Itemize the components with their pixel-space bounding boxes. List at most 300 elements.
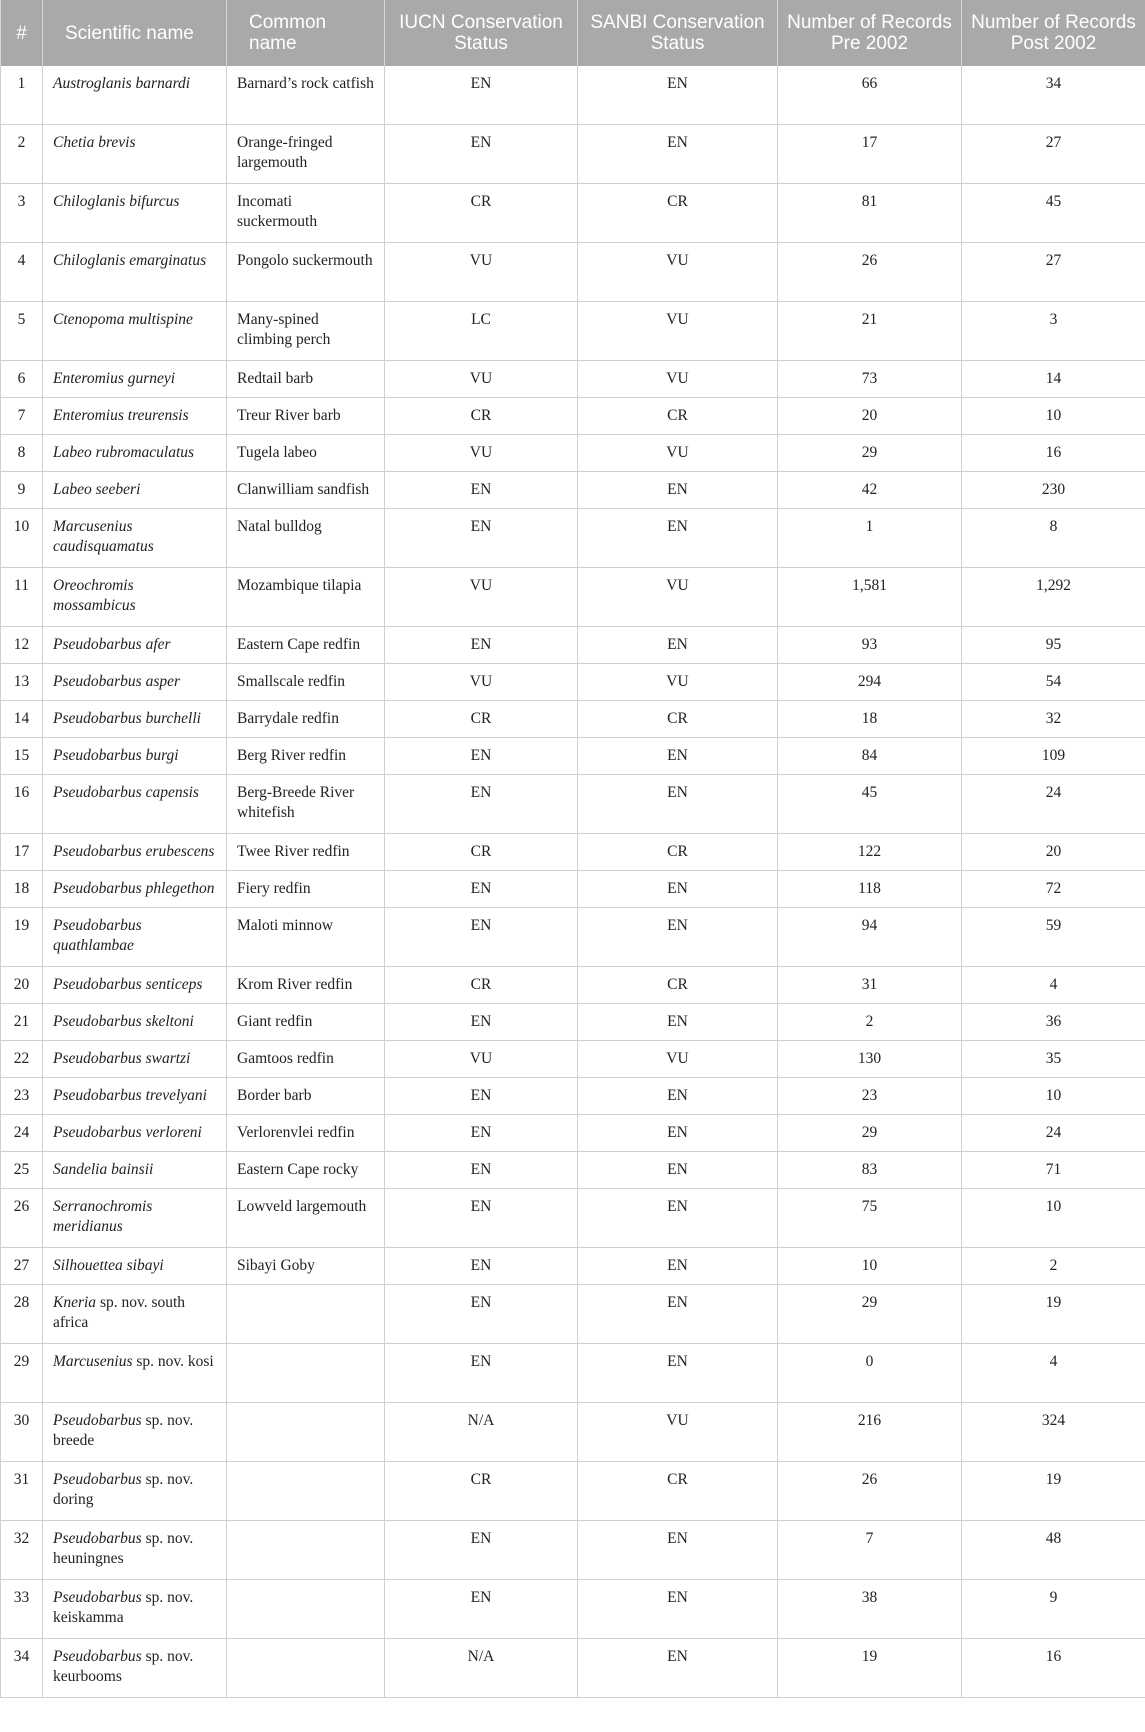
scientific-name-cell [43,1078,227,1115]
scientific-name-suffix: sp. nov. keiskamma [53,1589,194,1626]
records-pre-2002: 73 [778,361,962,398]
records-post-2002: 14 [962,361,1145,398]
header-row [1,0,1145,66]
table-row [1,1078,1145,1115]
records-pre-2002: 75 [778,1189,962,1248]
common-name [227,1639,385,1698]
scientific-name: Pseudobarbus [53,1589,142,1606]
scientific-name: Chiloglanis bifurcus [53,193,180,210]
scientific-name-cell [43,1041,227,1078]
common-name: Pongolo suckermouth [227,243,385,302]
records-pre-2002: 7 [778,1521,962,1580]
row-index: 1 [1,66,43,125]
row-index: 12 [1,627,43,664]
iucn-status: EN [385,871,578,908]
common-name: Redtail barb [227,361,385,398]
records-post-2002: 27 [962,243,1145,302]
scientific-name-cell [43,125,227,184]
scientific-name-suffix: sp. nov. breede [53,1412,194,1449]
records-post-2002: 8 [962,509,1145,568]
scientific-name: Pseudobarbus verloreni [53,1124,202,1141]
row-index: 14 [1,701,43,738]
sanbi-status: EN [578,1639,778,1698]
row-index: 7 [1,398,43,435]
scientific-name: Marcusenius [53,1353,133,1370]
iucn-status: EN [385,125,578,184]
sanbi-status: VU [578,435,778,472]
records-pre-2002: 29 [778,1115,962,1152]
table-row [1,1344,1145,1403]
scientific-name-cell [43,627,227,664]
records-post-2002: 10 [962,398,1145,435]
scientific-name-cell [43,1248,227,1285]
iucn-status: VU [385,361,578,398]
scientific-name: Sandelia bainsii [53,1161,154,1178]
records-pre-2002: 45 [778,775,962,834]
common-name: Tugela labeo [227,435,385,472]
scientific-name: Pseudobarbus asper [53,673,181,690]
sanbi-status: EN [578,66,778,125]
table-row [1,509,1145,568]
scientific-name-cell [43,1115,227,1152]
table-row [1,1285,1145,1344]
records-post-2002: 9 [962,1580,1145,1639]
iucn-status: CR [385,184,578,243]
row-index: 31 [1,1462,43,1521]
scientific-name: Chetia brevis [53,134,136,151]
iucn-status: CR [385,967,578,1004]
records-post-2002: 32 [962,701,1145,738]
row-index: 8 [1,435,43,472]
records-pre-2002: 216 [778,1403,962,1462]
table-header [1,0,1145,66]
common-name: Incomati suckermouth [227,184,385,243]
iucn-status: EN [385,1189,578,1248]
iucn-status: EN [385,472,578,509]
records-pre-2002: 94 [778,908,962,967]
scientific-name-cell [43,1189,227,1248]
common-name [227,1403,385,1462]
iucn-status: EN [385,1521,578,1580]
table-row [1,627,1145,664]
scientific-name: Pseudobarbus quathlambae [53,917,142,954]
common-name: Clanwilliam sandfish [227,472,385,509]
row-index: 21 [1,1004,43,1041]
records-post-2002: 20 [962,834,1145,871]
records-pre-2002: 20 [778,398,962,435]
records-pre-2002: 38 [778,1580,962,1639]
sanbi-status: EN [578,1115,778,1152]
sanbi-status: VU [578,243,778,302]
records-post-2002: 54 [962,664,1145,701]
common-name: Fiery redfin [227,871,385,908]
common-name: Many-spined climbing perch [227,302,385,361]
common-name: Gamtoos redfin [227,1041,385,1078]
table-row [1,1580,1145,1639]
table-row [1,568,1145,627]
sanbi-status: VU [578,1403,778,1462]
sanbi-status: EN [578,1580,778,1639]
scientific-name-cell [43,1152,227,1189]
sanbi-status: CR [578,967,778,1004]
row-index: 19 [1,908,43,967]
table-row [1,1041,1145,1078]
sanbi-status: VU [578,664,778,701]
table-row [1,435,1145,472]
table-row [1,871,1145,908]
records-pre-2002: 17 [778,125,962,184]
records-pre-2002: 81 [778,184,962,243]
scientific-name: Pseudobarbus trevelyani [53,1087,207,1104]
table-row [1,361,1145,398]
records-pre-2002: 93 [778,627,962,664]
table-row [1,908,1145,967]
records-pre-2002: 18 [778,701,962,738]
sanbi-status: EN [578,1152,778,1189]
header-records-post-2002: Number of Records Post 2002 [962,0,1145,66]
common-name: Maloti minnow [227,908,385,967]
records-pre-2002: 29 [778,435,962,472]
scientific-name-cell [43,775,227,834]
records-post-2002: 16 [962,1639,1145,1698]
iucn-status: EN [385,1078,578,1115]
scientific-name: Pseudobarbus skeltoni [53,1013,194,1030]
iucn-status: EN [385,627,578,664]
scientific-name-cell [43,361,227,398]
records-pre-2002: 23 [778,1078,962,1115]
records-post-2002: 4 [962,967,1145,1004]
row-index: 26 [1,1189,43,1248]
common-name: Eastern Cape redfin [227,627,385,664]
scientific-name-cell [43,834,227,871]
table-row [1,1639,1145,1698]
row-index: 6 [1,361,43,398]
row-index: 24 [1,1115,43,1152]
sanbi-status: EN [578,627,778,664]
common-name: Berg-Breede River whitefish [227,775,385,834]
row-index: 9 [1,472,43,509]
sanbi-status: EN [578,908,778,967]
scientific-name: Pseudobarbus erubescens [53,843,215,860]
records-pre-2002: 84 [778,738,962,775]
scientific-name: Pseudobarbus [53,1471,142,1488]
common-name: Mozambique tilapia [227,568,385,627]
scientific-name-suffix: sp. nov. south africa [53,1294,186,1331]
scientific-name: Pseudobarbus capensis [53,784,199,801]
records-pre-2002: 83 [778,1152,962,1189]
sanbi-status: EN [578,472,778,509]
records-pre-2002: 118 [778,871,962,908]
row-index: 13 [1,664,43,701]
records-pre-2002: 26 [778,1462,962,1521]
common-name: Krom River redfin [227,967,385,1004]
row-index: 32 [1,1521,43,1580]
scientific-name-cell [43,664,227,701]
common-name: Border barb [227,1078,385,1115]
row-index: 17 [1,834,43,871]
records-pre-2002: 19 [778,1639,962,1698]
table-row [1,1248,1145,1285]
records-post-2002: 19 [962,1285,1145,1344]
common-name: Treur River barb [227,398,385,435]
scientific-name: Silhouettea sibayi [53,1257,164,1274]
scientific-name: Pseudobarbus [53,1530,142,1547]
records-pre-2002: 1 [778,509,962,568]
records-post-2002: 1,292 [962,568,1145,627]
records-post-2002: 109 [962,738,1145,775]
scientific-name: Oreochromis mossambicus [53,577,136,614]
scientific-name: Enteromius treurensis [53,407,189,424]
sanbi-status: EN [578,738,778,775]
sanbi-status: EN [578,1004,778,1041]
header-scientific-name: Scientific name [43,0,227,66]
sanbi-status: EN [578,775,778,834]
scientific-name-cell [43,1521,227,1580]
records-post-2002: 48 [962,1521,1145,1580]
common-name: Berg River redfin [227,738,385,775]
row-index: 33 [1,1580,43,1639]
scientific-name: Pseudobarbus burchelli [53,710,201,727]
scientific-name-cell [43,967,227,1004]
scientific-name: Pseudobarbus [53,1412,142,1429]
row-index: 2 [1,125,43,184]
iucn-status: CR [385,701,578,738]
table-row [1,1403,1145,1462]
records-pre-2002: 21 [778,302,962,361]
records-pre-2002: 122 [778,834,962,871]
iucn-status: EN [385,1344,578,1403]
scientific-name-cell [43,66,227,125]
iucn-status: EN [385,1285,578,1344]
table-body [1,66,1145,1698]
records-pre-2002: 26 [778,243,962,302]
common-name [227,1462,385,1521]
scientific-name-cell [43,908,227,967]
records-post-2002: 36 [962,1004,1145,1041]
row-index: 3 [1,184,43,243]
table-row [1,184,1145,243]
scientific-name-cell [43,568,227,627]
table-row [1,1004,1145,1041]
scientific-name: Serranochromis meridianus [53,1198,153,1235]
scientific-name-cell [43,1344,227,1403]
table-row [1,1152,1145,1189]
scientific-name-cell [43,243,227,302]
records-pre-2002: 66 [778,66,962,125]
iucn-status: EN [385,1152,578,1189]
iucn-status: EN [385,1115,578,1152]
sanbi-status: EN [578,125,778,184]
sanbi-status: CR [578,701,778,738]
table-row [1,66,1145,125]
scientific-name: Marcusenius caudisquamatus [53,518,154,555]
table-row [1,472,1145,509]
scientific-name-cell [43,184,227,243]
common-name [227,1285,385,1344]
records-post-2002: 4 [962,1344,1145,1403]
iucn-status: N/A [385,1639,578,1698]
common-name: Orange-fringed largemouth [227,125,385,184]
table-row [1,738,1145,775]
row-index: 10 [1,509,43,568]
header-sanbi-status: SANBI Conservation Status [578,0,778,66]
sanbi-status: VU [578,1041,778,1078]
common-name: Barnard’s rock catfish [227,66,385,125]
scientific-name-cell [43,509,227,568]
row-index: 5 [1,302,43,361]
records-post-2002: 16 [962,435,1145,472]
table-row [1,398,1145,435]
records-post-2002: 10 [962,1078,1145,1115]
sanbi-status: EN [578,509,778,568]
iucn-status: EN [385,1004,578,1041]
records-post-2002: 24 [962,1115,1145,1152]
sanbi-status: CR [578,398,778,435]
table-row [1,1462,1145,1521]
common-name: Lowveld largemouth [227,1189,385,1248]
records-post-2002: 3 [962,302,1145,361]
table-row [1,664,1145,701]
records-post-2002: 324 [962,1403,1145,1462]
table-row [1,701,1145,738]
row-index: 22 [1,1041,43,1078]
scientific-name-suffix: sp. nov. heuningnes [53,1530,194,1567]
common-name [227,1521,385,1580]
row-index: 29 [1,1344,43,1403]
iucn-status: EN [385,509,578,568]
records-pre-2002: 29 [778,1285,962,1344]
scientific-name: Austroglanis barnardi [53,75,191,92]
scientific-name-suffix: sp. nov. keurbooms [53,1648,194,1685]
iucn-status: EN [385,1248,578,1285]
row-index: 4 [1,243,43,302]
iucn-status: CR [385,398,578,435]
common-name: Giant redfin [227,1004,385,1041]
row-index: 16 [1,775,43,834]
scientific-name: Labeo rubromaculatus [53,444,195,461]
iucn-status: VU [385,1041,578,1078]
scientific-name-cell [43,1462,227,1521]
records-pre-2002: 130 [778,1041,962,1078]
records-post-2002: 19 [962,1462,1145,1521]
records-pre-2002: 10 [778,1248,962,1285]
scientific-name-cell [43,1004,227,1041]
sanbi-status: VU [578,302,778,361]
row-index: 28 [1,1285,43,1344]
sanbi-status: EN [578,1344,778,1403]
records-post-2002: 72 [962,871,1145,908]
scientific-name: Chiloglanis emarginatus [53,252,207,269]
table-row [1,967,1145,1004]
scientific-name-suffix: sp. nov. doring [53,1471,194,1508]
row-index: 15 [1,738,43,775]
common-name: Verlorenvlei redfin [227,1115,385,1152]
iucn-status: EN [385,775,578,834]
records-post-2002: 71 [962,1152,1145,1189]
common-name: Twee River redfin [227,834,385,871]
table-row [1,1189,1145,1248]
scientific-name: Pseudobarbus phlegethon [53,880,215,897]
scientific-name-cell [43,1639,227,1698]
table-row [1,125,1145,184]
header-records-pre-2002: Number of Records Pre 2002 [778,0,962,66]
sanbi-status: CR [578,1462,778,1521]
header-index: # [1,0,43,66]
row-index: 27 [1,1248,43,1285]
scientific-name-cell [43,398,227,435]
scientific-name: Labeo seeberi [53,481,141,498]
row-index: 23 [1,1078,43,1115]
row-index: 18 [1,871,43,908]
records-pre-2002: 2 [778,1004,962,1041]
scientific-name-cell [43,871,227,908]
records-post-2002: 35 [962,1041,1145,1078]
scientific-name-cell [43,1285,227,1344]
scientific-name-suffix: sp. nov. kosi [132,1353,214,1370]
records-pre-2002: 0 [778,1344,962,1403]
iucn-status: VU [385,664,578,701]
row-index: 20 [1,967,43,1004]
sanbi-status: EN [578,1078,778,1115]
common-name: Smallscale redfin [227,664,385,701]
sanbi-status: VU [578,568,778,627]
iucn-status: CR [385,834,578,871]
scientific-name: Kneria [53,1294,97,1311]
scientific-name: Ctenopoma multispine [53,311,193,328]
iucn-status: EN [385,66,578,125]
table-row [1,1115,1145,1152]
common-name: Barrydale redfin [227,701,385,738]
scientific-name: Pseudobarbus swartzi [53,1050,191,1067]
iucn-status: CR [385,1462,578,1521]
scientific-name: Pseudobarbus burgi [53,747,179,764]
table-row [1,302,1145,361]
iucn-status: EN [385,738,578,775]
records-post-2002: 24 [962,775,1145,834]
common-name [227,1580,385,1639]
table-row [1,1521,1145,1580]
scientific-name-cell [43,1403,227,1462]
scientific-name-cell [43,472,227,509]
row-index: 34 [1,1639,43,1698]
scientific-name-cell [43,302,227,361]
iucn-status: LC [385,302,578,361]
sanbi-status: EN [578,1189,778,1248]
records-post-2002: 45 [962,184,1145,243]
sanbi-status: EN [578,1521,778,1580]
records-post-2002: 230 [962,472,1145,509]
records-post-2002: 59 [962,908,1145,967]
records-pre-2002: 294 [778,664,962,701]
table-row [1,834,1145,871]
sanbi-status: CR [578,834,778,871]
records-post-2002: 27 [962,125,1145,184]
common-name: Natal bulldog [227,509,385,568]
iucn-status: EN [385,1580,578,1639]
scientific-name: Pseudobarbus senticeps [53,976,203,993]
iucn-status: VU [385,568,578,627]
iucn-status: EN [385,908,578,967]
table-row [1,243,1145,302]
records-post-2002: 34 [962,66,1145,125]
header-iucn-status: IUCN Conservation Status [385,0,578,66]
row-index: 25 [1,1152,43,1189]
scientific-name-cell [43,738,227,775]
sanbi-status: EN [578,871,778,908]
scientific-name: Pseudobarbus afer [53,636,171,653]
iucn-status: N/A [385,1403,578,1462]
records-post-2002: 95 [962,627,1145,664]
